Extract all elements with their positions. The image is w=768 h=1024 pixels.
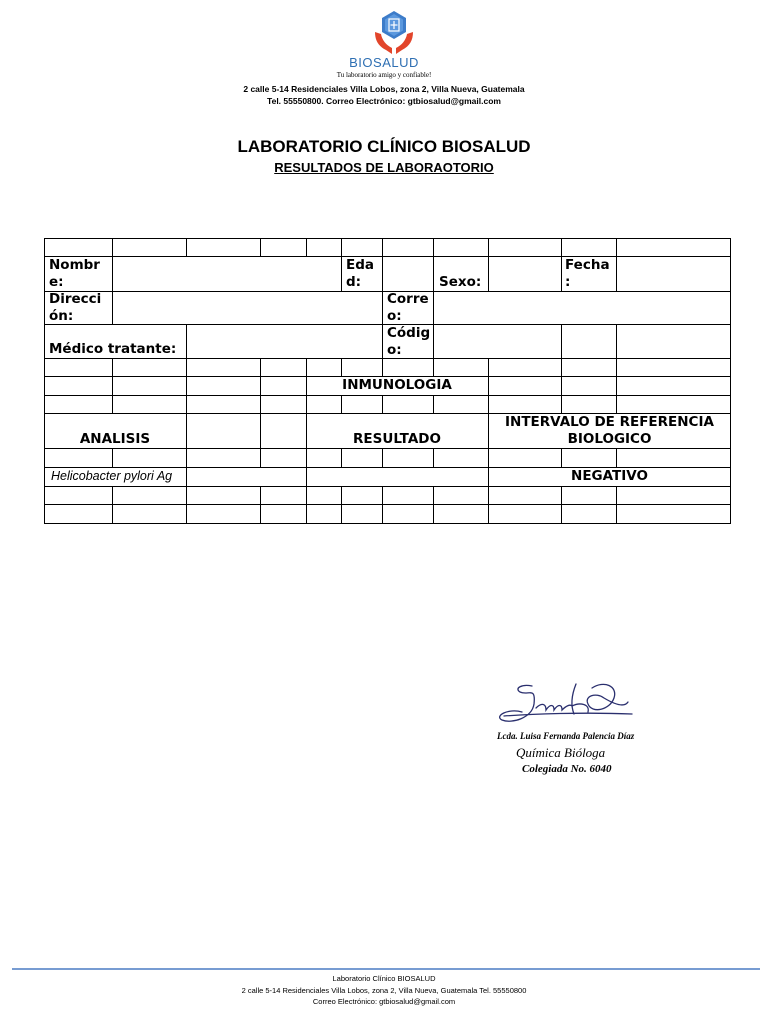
analysis-name: Helicobacter pylori Ag — [51, 469, 173, 483]
correo-label-line1: Corre — [387, 291, 429, 307]
nombre-label — [49, 257, 100, 291]
correo-label — [387, 291, 429, 325]
footer-divider — [12, 968, 760, 970]
medico-label: Médico tratante: — [49, 341, 177, 357]
reference-interval-value: NEGATIVO — [571, 468, 648, 484]
nombre-label-line2: e: — [49, 274, 64, 290]
footer-address: 2 calle 5-14 Residenciales Villa Lobos, zona 2, Villa Nueva, Guatemala Tel. 55550800 — [241, 986, 527, 995]
codigo-label — [387, 325, 430, 359]
edad-label — [346, 257, 374, 291]
document-subtitle: RESULTADOS DE LABORAOTORIO — [274, 160, 494, 175]
direccion-label-line2: ón: — [49, 308, 74, 324]
document-title: LABORATORIO CLÍNICO BIOSALUD — [237, 137, 531, 156]
results-table — [44, 238, 731, 524]
signer-name: Lcda. Luisa Fernanda Palencia Díaz — [497, 731, 635, 741]
col-header-intervalo — [488, 414, 731, 448]
codigo-label-line1: Códig — [387, 325, 431, 341]
direccion-label-line1: Direcci — [49, 291, 102, 307]
biosalud-logo-icon — [372, 10, 416, 56]
header-address: 2 calle 5-14 Residenciales Villa Lobos, zona 2, Villa Nueva, Guatemala — [243, 84, 525, 94]
fecha-label — [565, 257, 610, 291]
col-header-analisis: ANALISIS — [79, 431, 151, 447]
footer-lab-name: Laboratorio Clínico BIOSALUD — [332, 974, 436, 983]
correo-label-line2: o: — [387, 308, 402, 324]
brand-name: BIOSALUD — [349, 55, 419, 70]
nombre-label-line1: Nombr — [49, 257, 100, 273]
col-header-intervalo-line2: BIOLOGICO — [567, 431, 652, 447]
signer-colegiado: Colegiada No. 6040 — [522, 763, 612, 775]
footer-email: Correo Electrónico: gtbiosalud@gmail.com — [312, 997, 456, 1006]
edad-label-line1: Eda — [346, 257, 374, 273]
codigo-label-line2: o: — [387, 342, 402, 358]
tagline: Tu laboratorio amigo y confiable! — [336, 71, 432, 79]
sexo-label: Sexo: — [439, 274, 482, 290]
header-contact: Tel. 55550800. Correo Electrónico: gtbiosalud@gmail.com — [267, 96, 501, 106]
col-header-resultado: RESULTADO — [353, 431, 441, 447]
fecha-label-line1: Fecha — [565, 257, 610, 273]
signer-role: Química Bióloga — [516, 745, 606, 760]
edad-label-line2: d: — [346, 274, 362, 290]
handwritten-signature — [492, 674, 642, 734]
fecha-label-line2: : — [565, 274, 571, 290]
section-inmunologia: INMUNOLOGIA — [342, 377, 452, 393]
col-header-intervalo-line1: INTERVALO DE REFERENCIA — [505, 414, 714, 430]
direccion-label — [49, 291, 101, 325]
